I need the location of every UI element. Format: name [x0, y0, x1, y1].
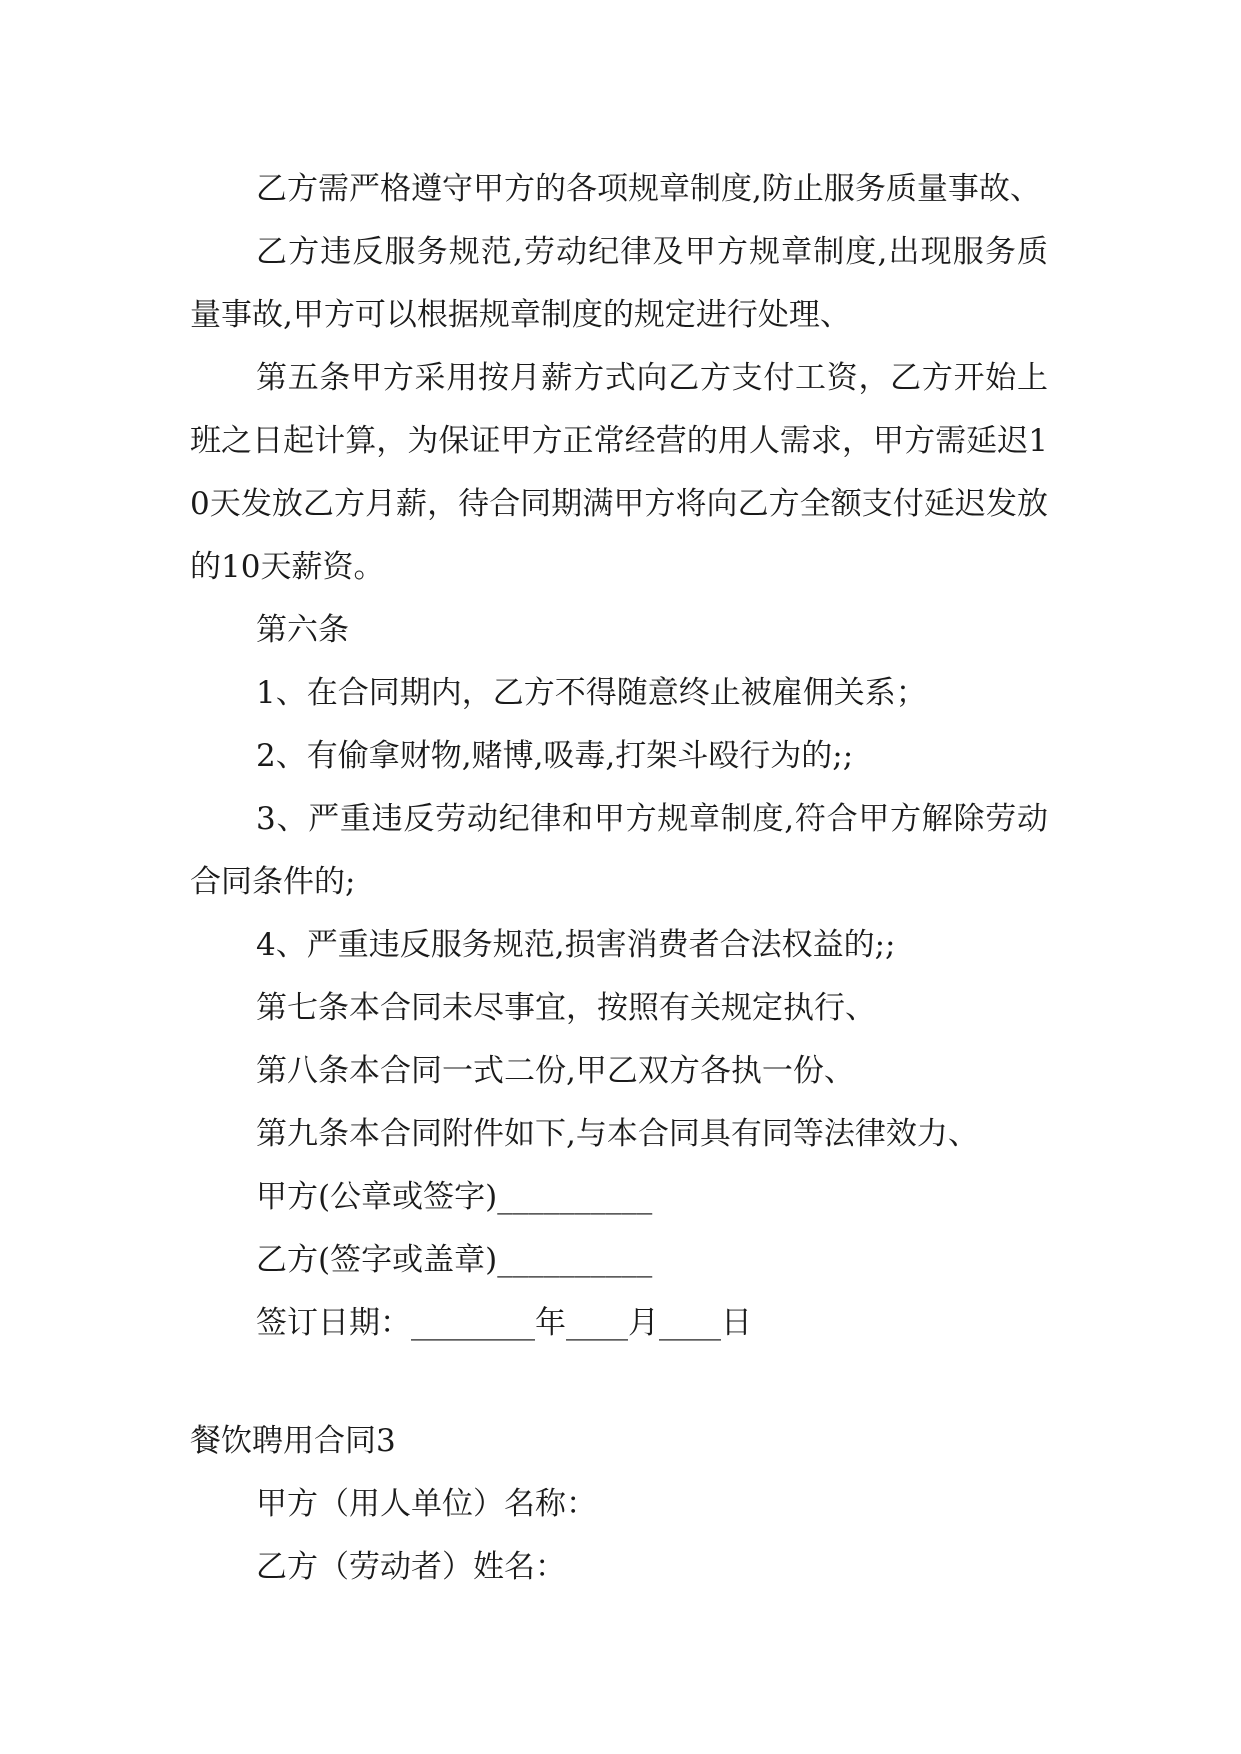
paragraph-item-1: 1、在合同期内，乙方不得随意终止被雇佣关系；	[256, 675, 927, 711]
signature-party-b: 乙方(签字或盖章)__________	[256, 1242, 653, 1278]
section-gap	[190, 1355, 1048, 1410]
paragraph-item-3: 3、严重违反劳动纪律和甲方规章制度,符合甲方解除劳动合同条件的;	[190, 801, 1048, 900]
paragraph-article-5: 第五条甲方采用按月薪方式向乙方支付工资，乙方开始上班之日起计算，为保证甲方正常经营的用人需求，甲方需延迟10天发放乙方月薪，待合同期满甲方将向乙方全额支付延迟发放的10天薪资。	[190, 360, 1048, 585]
party-b-name-field: 乙方（劳动者）姓名：	[256, 1549, 566, 1585]
party-a-name-field: 甲方（用人单位）名称：	[256, 1486, 597, 1522]
paragraph-article-8: 第八条本合同一式二份,甲乙双方各执一份、	[256, 1053, 855, 1089]
paragraph-item-2: 2、有偷拿财物,赌博,吸毒,打架斗殴行为的;;	[256, 738, 854, 774]
signing-date: 签订日期：________年____月____日	[256, 1305, 752, 1341]
signature-party-a: 甲方(公章或签字)__________	[256, 1179, 653, 1215]
section-title: 餐饮聘用合同3	[190, 1423, 396, 1459]
paragraph-article-6-heading: 第六条	[256, 612, 349, 648]
paragraph-2: 乙方违反服务规范,劳动纪律及甲方规章制度,出现服务质量事故,甲方可以根据规章制度的规定进行处理、	[190, 234, 1048, 333]
paragraph-1: 乙方需严格遵守甲方的各项规章制度,防止服务质量事故、	[256, 171, 1041, 207]
paragraph-article-7: 第七条本合同未尽事宜，按照有关规定执行、	[256, 990, 876, 1026]
document-body	[190, 158, 1048, 1599]
paragraph-article-9: 第九条本合同附件如下,与本合同具有同等法律效力、	[256, 1116, 979, 1152]
paragraph-item-4: 4、严重违反服务规范,损害消费者合法权益的;;	[256, 927, 896, 963]
